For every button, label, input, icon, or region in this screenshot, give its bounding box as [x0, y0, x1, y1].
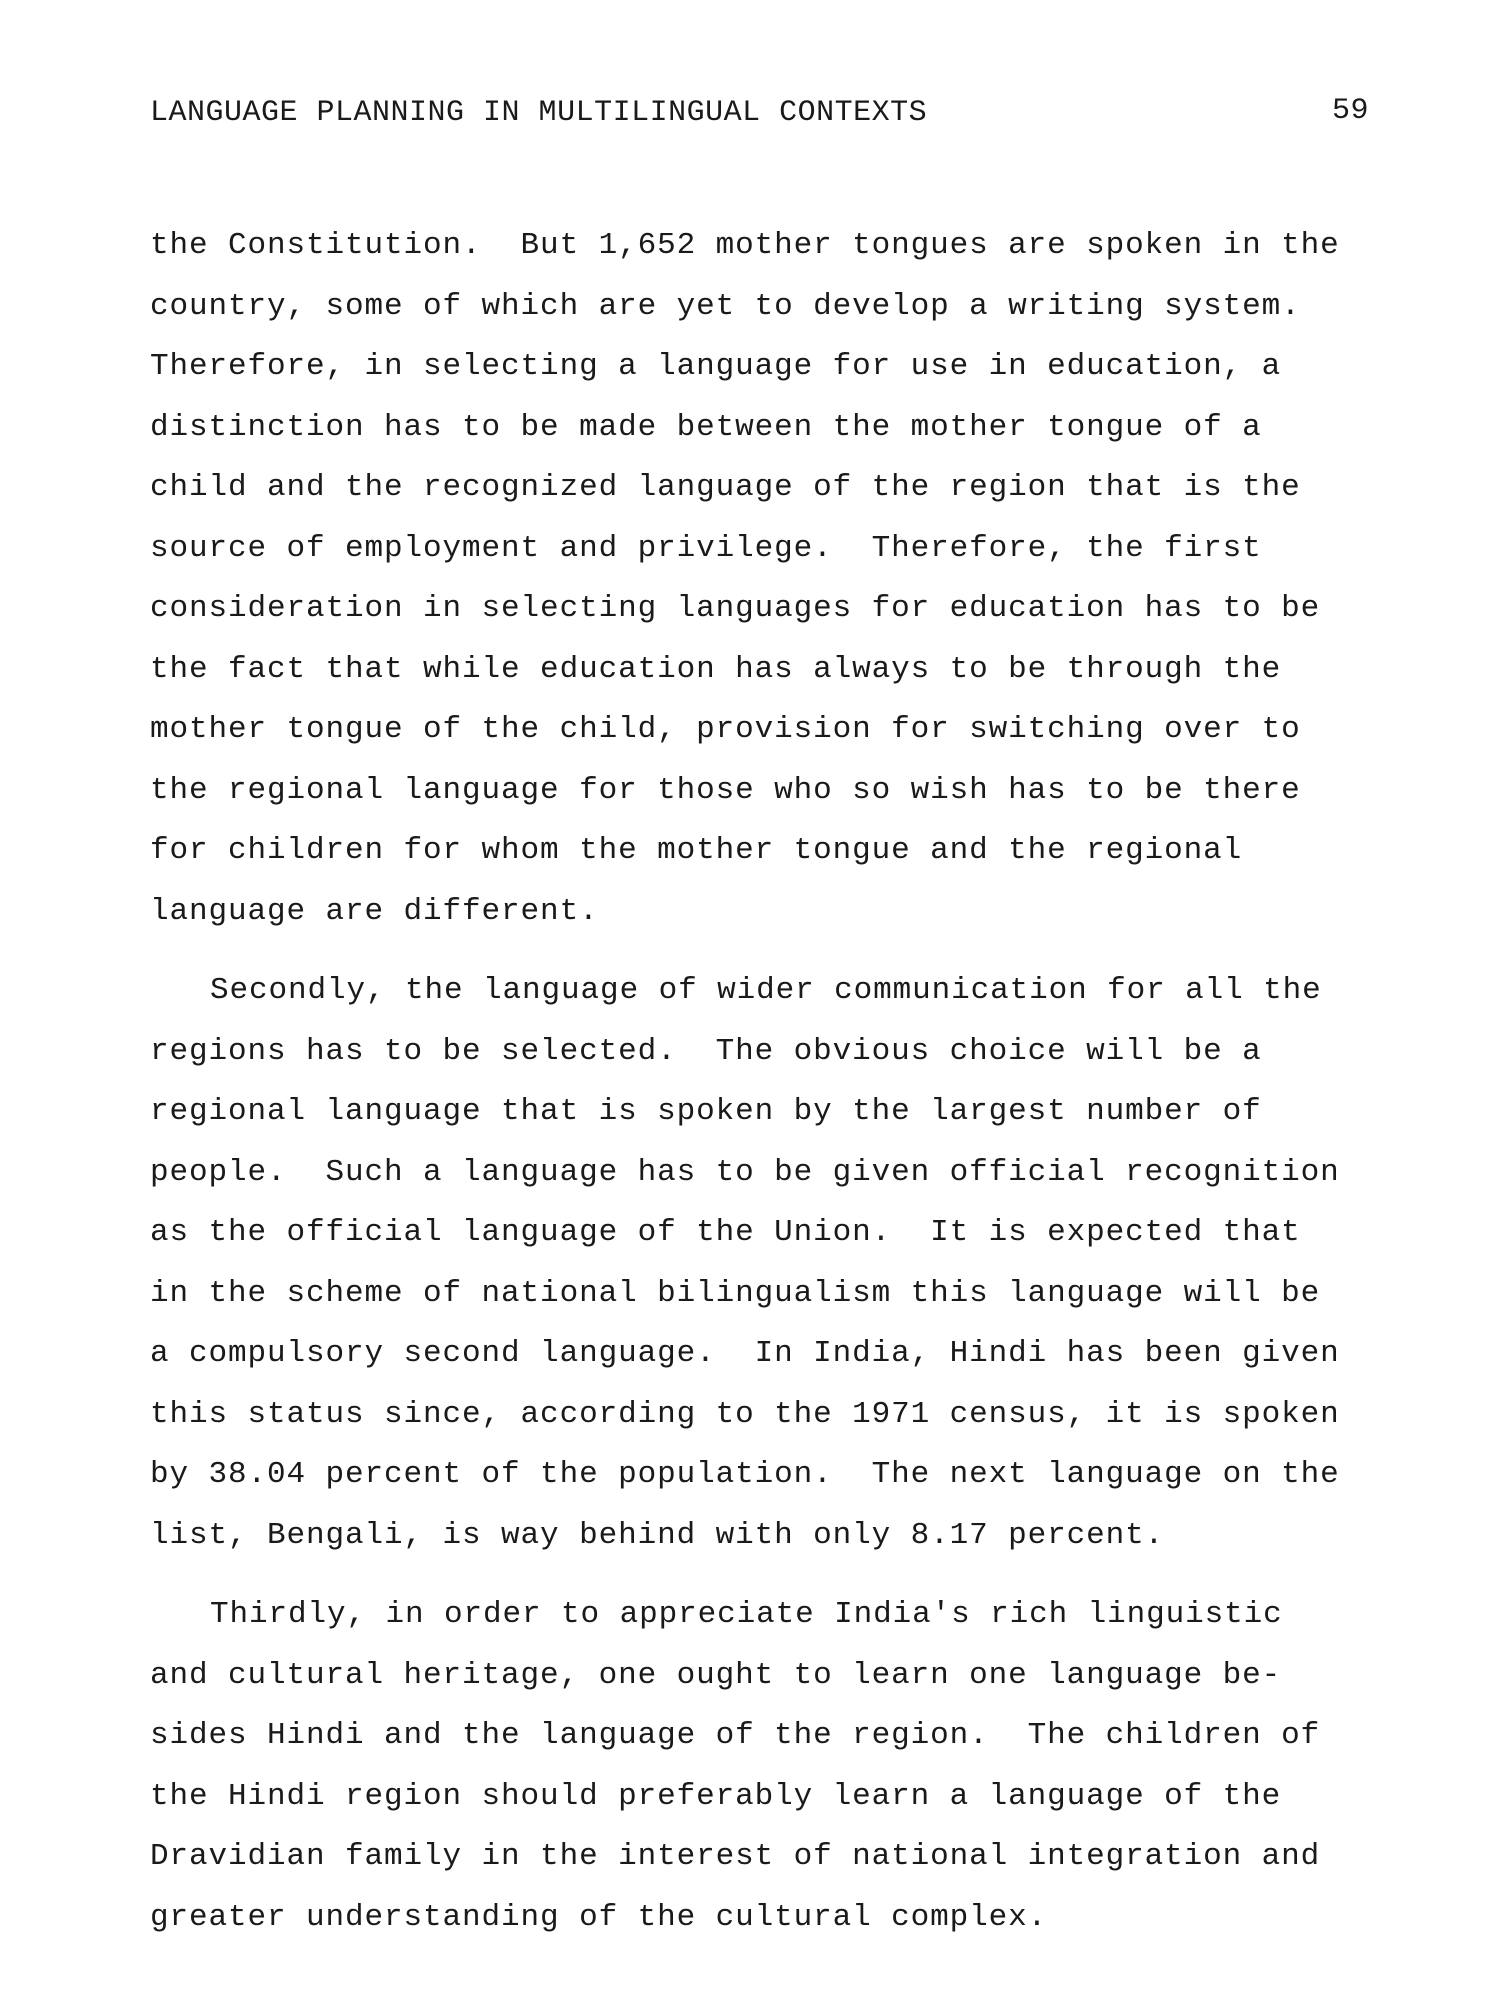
text-line: in the scheme of national bilingualism this language will be — [150, 1275, 1321, 1311]
text-line: Thirdly, in order to appreciate India's rich linguistic — [210, 1597, 1283, 1632]
text-line: the regional language for those who so wish has to be there — [150, 772, 1301, 808]
text-line: for children for whom the mother tongue and the regional — [150, 833, 1243, 868]
text-line: child and the recognized language of the region that is the — [150, 470, 1301, 505]
text-line: regions has to be selected. The obvious choice will be a — [150, 1033, 1262, 1069]
running-header — [150, 96, 1380, 136]
text-line: a compulsory second language. In India, Hindi has been given — [150, 1336, 1340, 1371]
text-line: language are different. — [150, 893, 599, 929]
text-line: and cultural heritage, one ought to learn one language be- — [150, 1657, 1282, 1693]
text-line: consideration in selecting languages for education has to be — [150, 591, 1321, 626]
text-line: this status since, according to the 1971 census, it is spoken — [150, 1396, 1340, 1432]
text-line: source of employment and privilege. Therefore, the first — [150, 530, 1262, 566]
text-line: mother tongue of the child, provision for switching over to — [150, 712, 1301, 747]
text-line: people. Such a language has to be given official recognition — [150, 1154, 1340, 1190]
paragraph-gap — [150, 1566, 1380, 1585]
paragraph-3 — [150, 1585, 1380, 1948]
text-line: greater understanding of the cultural complex. — [150, 1899, 1048, 1935]
text-line: Secondly, the language of wider communication for all the — [210, 973, 1322, 1008]
text-line: country, some of which are yet to develop a writing system. — [150, 288, 1301, 324]
body-text — [150, 216, 1380, 1948]
text-line: the Hindi region should preferably learn a language of the — [150, 1778, 1282, 1814]
paragraph-gap — [150, 942, 1380, 961]
text-line: regional language that is spoken by the largest number of — [150, 1094, 1262, 1129]
text-line: sides Hindi and the language of the region. The children of — [150, 1718, 1321, 1753]
document-page — [150, 96, 1380, 1948]
text-line: by 38.04 percent of the population. The next language on the — [150, 1457, 1340, 1492]
text-line: Dravidian family in the interest of national integration and — [150, 1839, 1321, 1874]
text-line: the fact that while education has always to be through the — [150, 651, 1282, 687]
text-line: distinction has to be made between the mother tongue of a — [150, 409, 1262, 445]
paragraph-2 — [150, 961, 1380, 1566]
text-line: as the official language of the Union. It is expected that — [150, 1215, 1301, 1250]
text-line: Therefore, in selecting a language for use in education, a — [150, 349, 1282, 384]
page-number: 59 — [1332, 94, 1370, 128]
text-line: the Constitution. But 1,652 mother tongues are spoken in the — [150, 228, 1340, 263]
running-title: LANGUAGE PLANNING IN MULTILINGUAL CONTEXTS — [150, 96, 928, 130]
paragraph-1 — [150, 216, 1380, 942]
text-line: list, Bengali, is way behind with only 8.17 percent. — [150, 1517, 1165, 1553]
